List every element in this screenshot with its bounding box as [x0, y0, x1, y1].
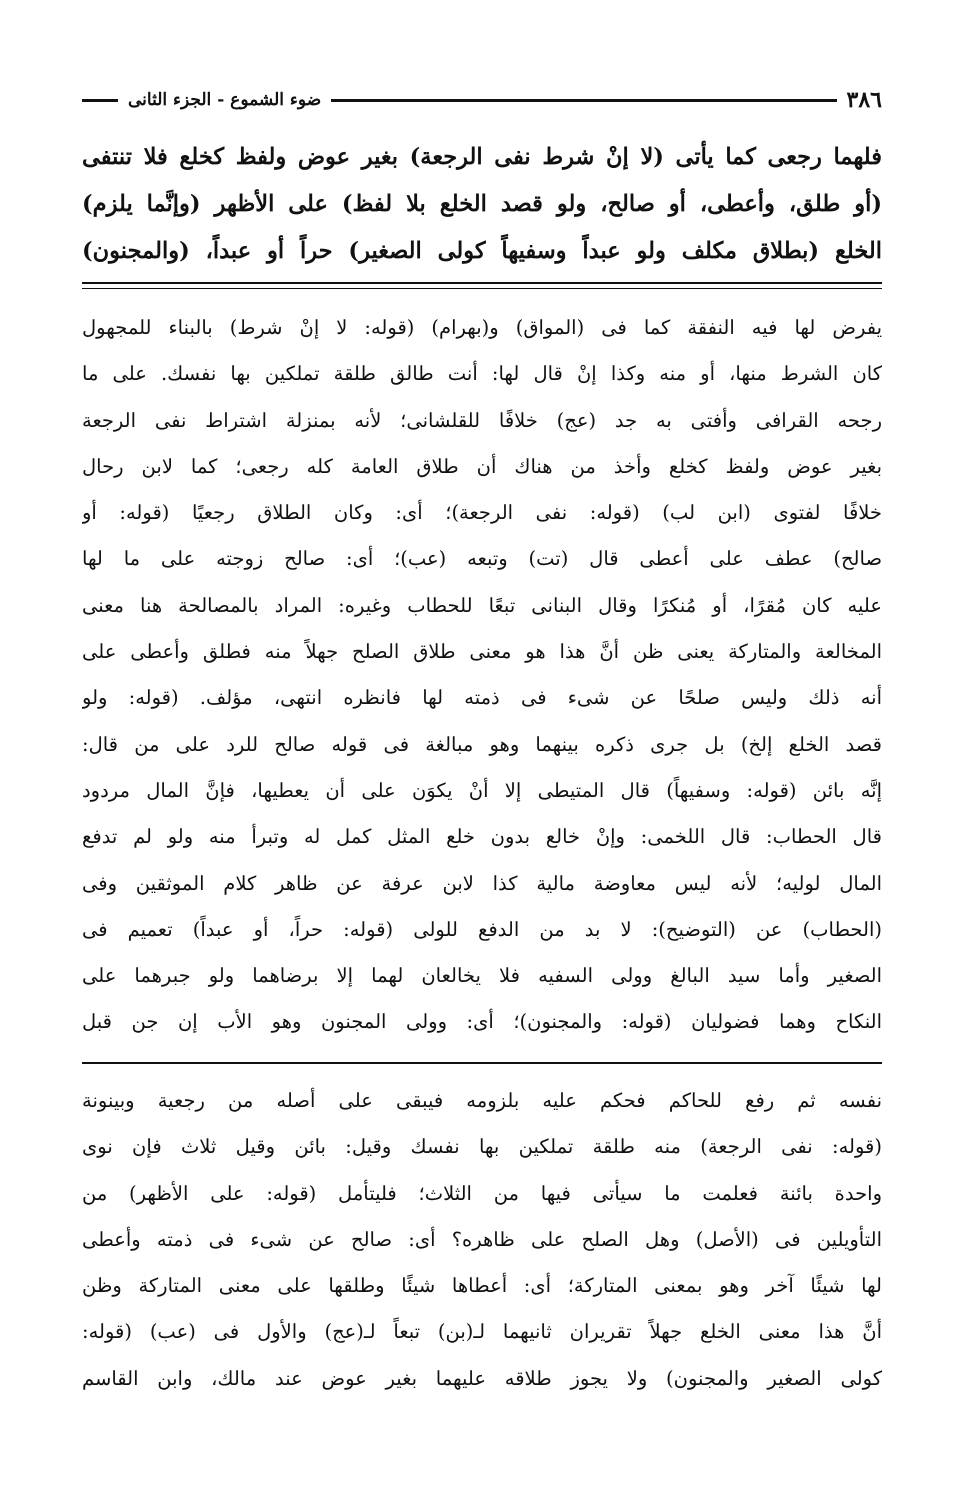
commentary-text — [82, 305, 882, 1046]
gloss-line: نفسه ثم رفع للحاكم فحكم عليه بلزومه فيبقى على أصله من رجعية وبينونة — [82, 1089, 882, 1112]
commentary-line: خلافًا لفتوى (ابن لب) (قوله: نفى الرجعة)؛ أى: وكان الطلاق رجعيًا (قوله: أو — [82, 501, 882, 525]
gloss-line: كولى الصغير والمجنون) ولا يجوز طلاقه عليهما بغير عوض عند مالك، وابن القاسم — [82, 1366, 882, 1390]
commentary-line: أنه ذلك وليس صلحًا عن شىء فى ذمته لها فانظره انتهى، مؤلف. (قوله: ولو — [82, 686, 882, 710]
commentary-line: قال الحطاب: قال اللخمى: وإنْ خالع بدون خلع المثل كمل له وتبرأ منه ولو لم تدفع — [82, 825, 882, 849]
gloss-line: (قوله: نفى الرجعة) منه طلقة تملكين بها نفسك وقيل: بائن وقيل ثلاث فإن نوى — [82, 1135, 882, 1159]
commentary-line: (الحطاب) عن (التوضيح): لا بد من الدفع للولى (قوله: حراً، أو عبداً) تعميم فى — [82, 917, 882, 941]
commentary-line: بغير عوض ولفظ كخلع وأخذ من هناك أن طلاق العامة كله رجعى؛ كما لابن رحال — [82, 454, 882, 478]
running-header — [82, 86, 882, 114]
main-text-separator — [82, 282, 882, 289]
header-rule — [331, 99, 836, 102]
gloss-line: واحدة بائنة فعلمت ما سيأتى فيها من الثلاث؛ فليتأمل (قوله: على الأظهر) من — [82, 1181, 882, 1205]
gloss-line: لها شيئًا آخر وهو بمعنى المتاركة؛ أى: أعطاها شيئًا وطلقها على معنى المتاركة وظن — [82, 1274, 882, 1298]
commentary-line: المخالعة والمتاركة يعنى ظن أنَّ هذا هو معنى طلاق الصلح جهلاً منه فطلق وأعطى على — [82, 640, 882, 664]
main-text — [82, 134, 882, 275]
gloss-line: التأويلين فى (الأصل) وهل الصلح على ظاهره؟ أى: صالح عن شىء فى ذمته وأعطى — [82, 1227, 882, 1251]
commentary-line: النكاح وهما فضوليان (قوله: والمجنون)؛ أى: وولى المجنون وهو الأب إن جن قبل — [82, 1010, 882, 1034]
book-title: ضوء الشموع - الجزء الثانى — [128, 90, 322, 110]
commentary-line: يفرض لها فيه النفقة كما فى (المواق) و(بهرام) (قوله: لا إنْ شرط) بالبناء للمجهول — [82, 316, 882, 339]
commentary-separator — [82, 1062, 882, 1064]
commentary-line: المال لوليه؛ لأنه ليس معاوضة مالية كذا لابن عرفة عن ظاهر كلام الموثقين وفى — [82, 871, 882, 895]
header-rule-end — [82, 99, 118, 102]
main-text-line: الخلع (بطلاق مكلف ولو عبداً وسفيهاً كولى الصغير) حراً أو عبداً، (والمجنون) — [82, 238, 882, 264]
main-text-line: (أو طلق، وأعطى، أو صالح، ولو قصد الخلع بلا لفظ) على الأظهر (وإنَّما يلزم) — [82, 191, 882, 217]
commentary-line: كان الشرط منها، أو منه وكذا إنْ قال لها: أنت طالق طلقة تملكين بها نفسك. على ما — [82, 362, 882, 386]
commentary-line: صالح) عطف على أعطى قال (تت) وتبعه (عب)؛ أى: صالح زوجته على ما لها — [82, 547, 882, 571]
main-text-line: فلهما رجعى كما يأتى (لا إنْ شرط نفى الرجعة) بغير عوض ولفظ كخلع فلا تنتفى — [82, 144, 882, 170]
commentary-line: قصد الخلع إلخ) بل جرى ذكره بينهما وهو مبالغة فى قوله صالح للرد على من قال: — [82, 732, 882, 756]
gloss-text — [82, 1078, 882, 1402]
gloss-line: أنَّ هذا معنى الخلع جهلاً تقريران ثانيهما لـ(بن) تبعاً لـ(عج) والأول فى (عب) (قوله: — [82, 1320, 882, 1344]
commentary-line: عليه كان مُقرًا، أو مُنكرًا وقال البنانى تبعًا للحطاب وغيره: المراد بالمصالحة هنا معنى — [82, 593, 882, 617]
page-number: ٣٨٦ — [846, 87, 882, 113]
commentary-line: رجحه القرافى وأفتى به جد (عج) خلافًا للقلشانى؛ لأنه بمنزلة اشتراط نفى الرجعة — [82, 408, 882, 432]
commentary-line: إنَّه بائن (قوله: وسفيهاً) قال المتيطى إلا أنْ يكوَن على أن يعطيها، فإنَّ المال مردود — [82, 778, 882, 802]
commentary-line: الصغير وأما سيد البالغ وولى السفيه فلا يخالعان لهما إلا برضاهما ولو جبرهما على — [82, 964, 882, 988]
